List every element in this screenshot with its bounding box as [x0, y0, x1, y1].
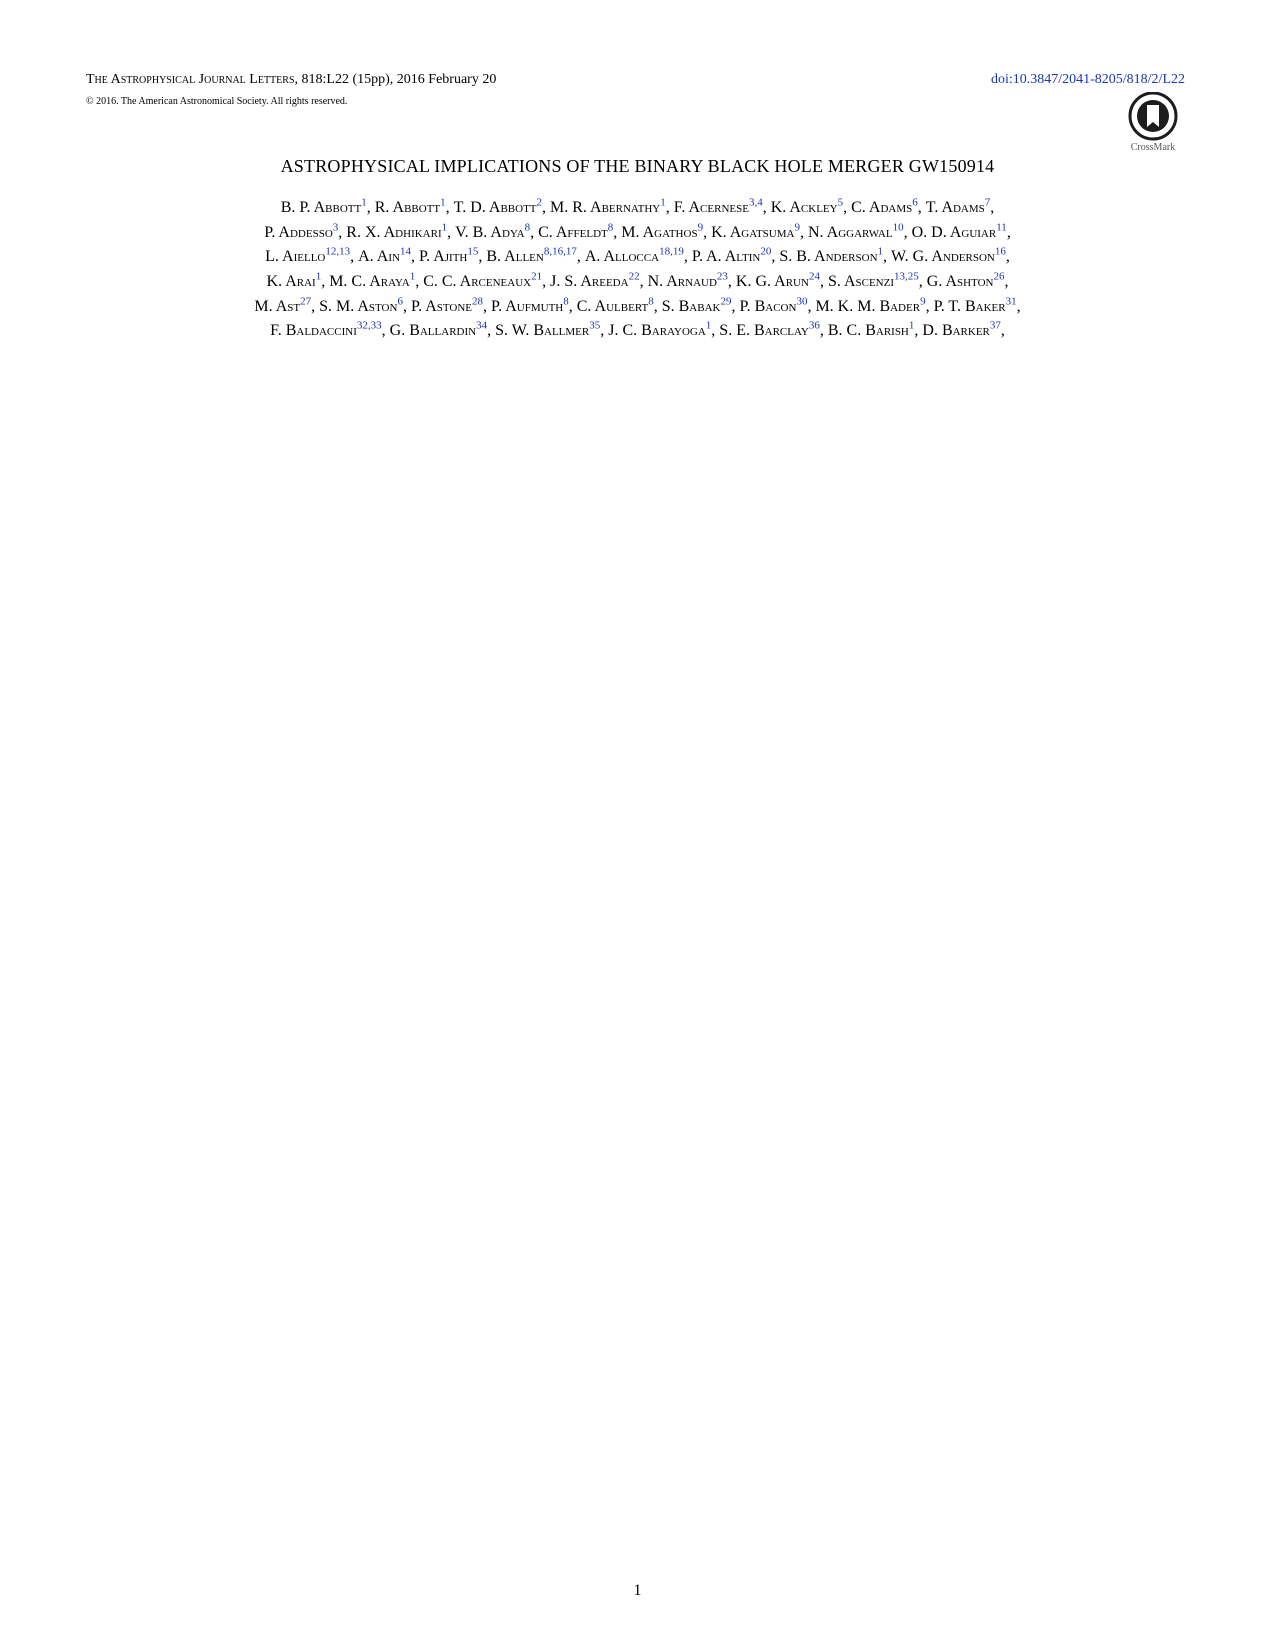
author-name: J. C. Barayoga [608, 322, 706, 340]
affiliation-link[interactable]: 1 [440, 196, 446, 209]
affiliation-link[interactable]: 26 [993, 270, 1005, 283]
author-name: P. T. Baker [933, 297, 1006, 315]
author-name: K. G. Arun [735, 272, 809, 290]
author-name: N. Arnaud [647, 272, 717, 290]
author-name: P. Aufmuth [491, 297, 564, 315]
paper-title: ASTROPHYSICAL IMPLICATIONS OF THE BINARY BLACK HOLE MERGER GW150914 [280, 156, 995, 176]
author-name: A. Allocca [584, 248, 660, 266]
author-line: M. Ast$^{27}$, S. M. Aston$^6$, P. Astone$^{28}$, P. Aufmuth$^8$, C. Aulbert$^8$, S. Babak$^{29}$, P. Bacon$^{30}$, M. K. M. Bader$^9$, P. T. Baker$^{31}$, [254, 295, 1021, 315]
affiliation-link[interactable]: 2 [536, 196, 543, 209]
author-name: M. Ast [254, 297, 301, 315]
author-list [86, 196, 1189, 344]
affiliation-link[interactable]: 8,16,17 [543, 245, 577, 258]
copyright-notice: © 2016. The American Astronomical Society. All rights reserved. [86, 96, 348, 107]
author-name: S. E. Barclay [719, 322, 809, 340]
author-name: B. P. Abbott [280, 199, 362, 216]
author-name: C. Affeldt [538, 223, 608, 241]
author-name: V. B. Adya [455, 223, 525, 241]
author-name: R. X. Adhikari [346, 223, 442, 241]
author-name: C. Aulbert [576, 297, 649, 315]
author-name: P. Addesso [264, 223, 333, 241]
author-name: N. Aggarwal [807, 223, 893, 241]
author-name: G. Ballardin [389, 322, 477, 340]
affiliation-link[interactable]: 1 [908, 319, 915, 332]
author-name: M. R. Abernathy [550, 199, 661, 216]
affiliation-link[interactable]: 36 [808, 319, 820, 332]
affiliation-link[interactable]: 6 [912, 196, 918, 209]
affiliation-link[interactable]: 23 [716, 270, 728, 283]
affiliation-link[interactable]: 1 [660, 196, 666, 209]
author-name: F. Acernese [673, 199, 749, 216]
author-name: P. A. Altin [691, 248, 761, 266]
author-name: K. Agatsuma [711, 223, 795, 241]
author-name: P. Bacon [739, 297, 797, 315]
affiliation-link[interactable]: 10 [892, 221, 904, 234]
affiliation-link[interactable]: 8 [563, 295, 569, 308]
author-name: C. C. Arceneaux [423, 272, 532, 290]
affiliation-link[interactable]: 7 [984, 196, 991, 209]
author-line: K. Arai$^1$, M. C. Araya$^1$, C. C. Arceneaux$^{21}$, J. S. Areeda$^{22}$, N. Arnaud$^{23}$, K. G. Arun$^{24}$, S. Ascenzi$^{13,25}$, G. Ashton$^{26}$, [266, 270, 1009, 290]
author-name: B. C. Barish [827, 322, 909, 340]
affiliation-link[interactable]: 34 [476, 319, 488, 332]
affiliation-link[interactable]: 30 [796, 295, 808, 308]
affiliation-link[interactable]: 1 [315, 270, 322, 283]
crossmark-badge[interactable] [1118, 92, 1188, 158]
affiliation-link[interactable]: 8 [607, 221, 614, 234]
affiliation-link[interactable]: 8 [524, 221, 531, 234]
affiliation-link[interactable]: 16 [994, 245, 1006, 258]
affiliation-link[interactable]: 3,4 [748, 196, 763, 209]
affiliation-link[interactable]: 9 [920, 295, 926, 308]
affiliation-link[interactable]: 14 [399, 245, 411, 258]
affiliation-link[interactable]: 31 [1005, 295, 1017, 308]
page-number: 1 [633, 1582, 642, 1599]
author-name: F. Baldaccini [270, 322, 357, 340]
author-line: L. Aiello$^{12,13}$, A. Ain$^{14}$, P. Ajith$^{15}$, B. Allen$^{8,16,17}$, A. Allocca$^{18,19}$, P. A. Altin$^{20}$, S. B. Anderson$^1$, W. G. Anderson$^{16}$, [265, 245, 1010, 266]
affiliation-link[interactable]: 29 [720, 295, 732, 308]
author-name: R. Abbott [374, 199, 441, 216]
author-name: M. K. M. Bader [815, 297, 921, 315]
author-name: G. Ashton [926, 272, 994, 290]
author-name: O. D. Aguiar [911, 223, 997, 241]
author-name: W. G. Anderson [891, 248, 995, 266]
affiliation-link[interactable]: 12,13 [325, 245, 351, 258]
doi-link[interactable]: doi:10.3847/2041-8205/818/2/L22 [990, 72, 1185, 87]
author-name: C. Adams [851, 199, 913, 216]
author-line: F. Baldaccini$^{32,33}$, G. Ballardin$^{34}$, S. W. Ballmer$^{35}$, J. C. Barayoga$^1$, S. E. Barclay$^{36}$, B. C. Barish$^1$, D. Barker$^{37}$, [270, 319, 1005, 340]
author-name: J. S. Areeda [550, 272, 629, 290]
author-name: D. Barker [922, 322, 990, 340]
crossmark-icon [1118, 92, 1188, 142]
author-name: P. Ajith [418, 248, 468, 266]
author-name: T. Adams [925, 199, 985, 216]
affiliation-link[interactable]: 1 [361, 196, 367, 209]
author-name: M. C. Araya [329, 272, 410, 290]
affiliation-link[interactable]: 21 [531, 270, 543, 283]
author-name: T. D. Abbott [453, 199, 537, 216]
affiliation-link[interactable]: 8 [648, 295, 654, 308]
author-name: S. B. Anderson [779, 248, 878, 266]
affiliation-link[interactable]: 13,25 [894, 270, 919, 283]
author-name: S. Ascenzi [827, 272, 895, 290]
author-line: P. Addesso$^3$, R. X. Adhikari$^1$, V. B. Adya$^8$, C. Affeldt$^8$, M. Agathos$^9$, K. Agatsuma$^9$, N. Aggarwal$^{10}$, O. D. Aguiar$^{11}$, [264, 221, 1011, 241]
affiliation-link[interactable]: 37 [989, 319, 1001, 332]
affiliation-link[interactable]: 20 [760, 245, 772, 258]
author-name: M. Agathos [621, 223, 698, 241]
affiliation-link[interactable]: 35 [589, 319, 601, 332]
author-name: K. Arai [266, 272, 316, 290]
affiliation-link[interactable]: 18,19 [659, 245, 684, 258]
author-name: S. Babak [661, 297, 721, 315]
affiliation-link[interactable]: 1 [409, 270, 416, 283]
affiliation-link[interactable]: 32,33 [356, 319, 382, 332]
affiliation-link[interactable]: 22 [628, 270, 640, 283]
author-name: A. Ain [358, 248, 400, 266]
author-name: S. W. Ballmer [495, 322, 590, 340]
affiliation-link[interactable]: 24 [808, 270, 820, 283]
affiliation-link[interactable]: 1 [705, 319, 712, 332]
affiliation-link[interactable]: 1 [877, 245, 884, 258]
journal-name: The Astrophysical Journal Letters [86, 72, 295, 87]
affiliation-link[interactable]: 5 [837, 196, 844, 209]
author-line: B. P. Abbott$^1$, R. Abbott$^1$, T. D. Abbott$^2$, M. R. Abernathy$^1$, F. Acernese$^{3,4}$, K. Ackley$^5$, C. Adams$^6$, T. Adams$^7$, [280, 196, 995, 216]
affiliation-link[interactable]: 1 [441, 221, 448, 234]
affiliation-link[interactable]: 9 [697, 221, 704, 234]
author-name: B. Allen [486, 248, 544, 266]
journal-citation [86, 72, 496, 88]
affiliation-link[interactable]: 6 [397, 295, 403, 308]
author-name: L. Aiello [265, 248, 326, 266]
crossmark-label: CrossMark [1130, 142, 1176, 153]
affiliation-link[interactable]: 9 [794, 221, 800, 234]
author-name: K. Ackley [770, 199, 838, 216]
affiliation-link[interactable]: 3 [332, 221, 339, 234]
affiliation-link[interactable]: 27 [300, 295, 312, 308]
author-name: S. M. Aston [319, 297, 398, 315]
citation-details: , 818:L22 (15pp), 2016 February 20 [294, 72, 497, 87]
author-name: P. Astone [410, 297, 472, 315]
affiliation-link[interactable]: 28 [472, 295, 483, 308]
affiliation-link[interactable]: 11 [996, 221, 1007, 234]
affiliation-link[interactable]: 15 [467, 245, 479, 258]
